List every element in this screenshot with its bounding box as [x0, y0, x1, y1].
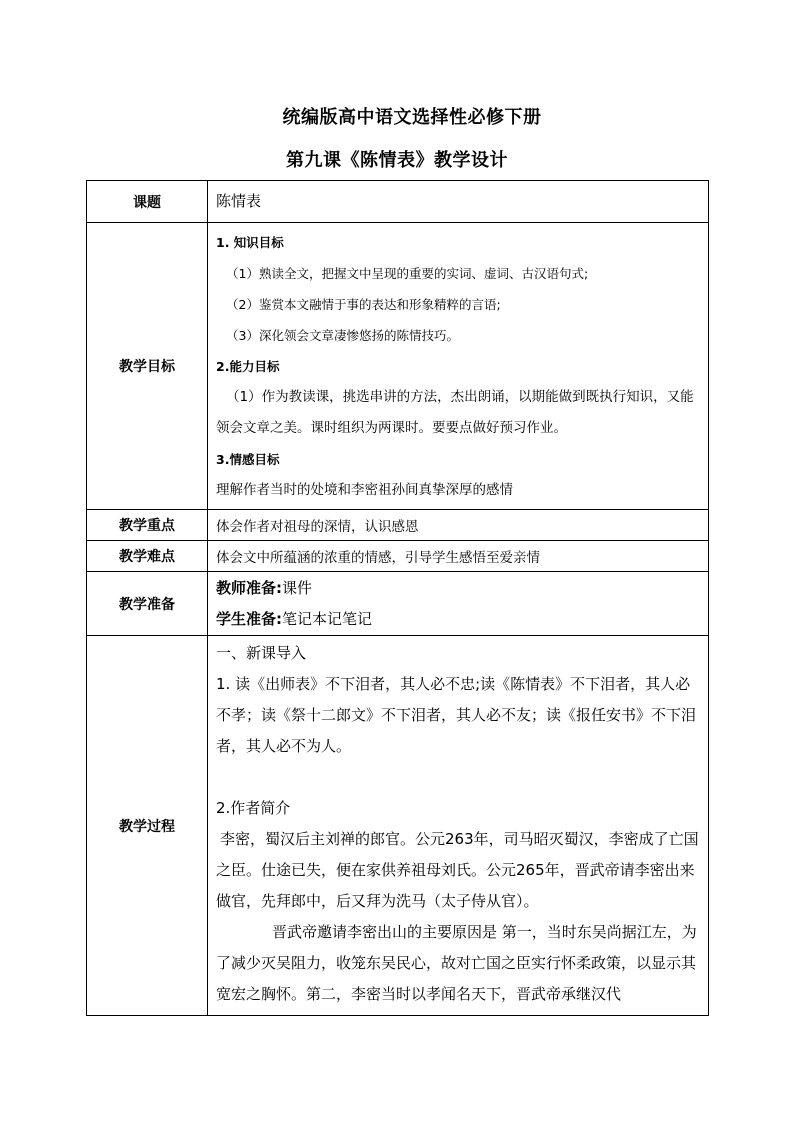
row-goals: [87, 223, 709, 510]
goal-item: （3）深化领会文章凄惨悠扬的陈情技巧。: [226, 327, 459, 343]
lesson-title: 第九课《陈情表》教学设计: [286, 150, 508, 171]
prep-content: [208, 572, 709, 636]
value-topic: 陈情表: [208, 181, 709, 223]
row-focus: [87, 510, 709, 541]
goal-item: （1）作为教读课，挑选串讲的方法，杰出朗诵，以期能做到既执行知识，又能领会文章之美。课时组织为两课时。要要点做好预习作业。: [216, 388, 694, 436]
process-heading-intro: 一、新课导入: [216, 644, 307, 662]
label-goals: 教学目标: [87, 223, 208, 510]
value-focus: 体会作者对祖母的深情，认识感恩: [208, 510, 709, 541]
goal-item: （1）熟读全文，把握文中呈现的重要的实词、虚词、古汉语句式;: [226, 265, 589, 281]
teacher-prep-label: 教师准备:: [216, 578, 282, 597]
process-heading-author: 2.作者简介: [216, 799, 291, 817]
row-process: [87, 636, 709, 1016]
process-content: [208, 636, 709, 1016]
goals-content: [208, 223, 709, 510]
row-prep: [87, 572, 709, 636]
label-topic: 课题: [87, 181, 208, 223]
goal-heading-emotion: 3.情感目标: [216, 451, 280, 467]
student-prep-label: 学生准备:: [216, 609, 282, 628]
lesson-plan-table: [86, 180, 709, 1016]
goal-item: （2）鉴赏本文融情于事的表达和形象精粹的言语;: [226, 296, 501, 312]
goal-heading-knowledge: 1. 知识目标: [216, 234, 284, 250]
label-difficulty: 教学难点: [87, 541, 208, 572]
student-prep-value: 笔记本记笔记: [282, 609, 373, 628]
label-process: 教学过程: [87, 636, 208, 1016]
process-paragraph: 晋武帝邀请李密出山的主要原因是 第一，当时东吴尚据江左，为了减少灭吴阻力，收笼东吴民心，故对亡国之臣实行怀柔政策，以显示其宽宏之胸怀。第二，李密当时以孝闻名天下，晋武帝承继汉代: [216, 923, 697, 1003]
label-focus: 教学重点: [87, 510, 208, 541]
label-prep: 教学准备: [87, 572, 208, 636]
goal-item: 理解作者当时的处境和李密祖孙间真挚深厚的感情: [216, 481, 513, 498]
value-difficulty: 体会文中所蕴涵的浓重的情感，引导学生感悟至爱亲情: [208, 541, 709, 572]
document-title: 统编版高中语文选择性必修下册: [282, 107, 542, 128]
goal-heading-ability: 2.能力目标: [216, 358, 280, 374]
row-difficulty: [87, 541, 709, 572]
teacher-prep-value: 课件: [282, 578, 313, 597]
row-topic: [87, 181, 709, 223]
blank-line: [216, 762, 702, 793]
process-paragraph: 1. 读《出师表》不下泪者，其人必不忠;读《陈情表》不下泪者，其人必不孝；读《祭十二郎文》不下泪者，其人必不友；读《报任安书》不下泪者，其人必不为人。: [216, 675, 697, 755]
process-paragraph: 李密，蜀汉后主刘禅的郎官。公元263年，司马昭灭蜀汉，李密成了亡国之臣。仕途已失，便在家供养祖母刘氏。公元265年，晋武帝请李密出来做官，先拜郎中，后又拜为洗马（太子侍从官）。: [216, 830, 699, 910]
